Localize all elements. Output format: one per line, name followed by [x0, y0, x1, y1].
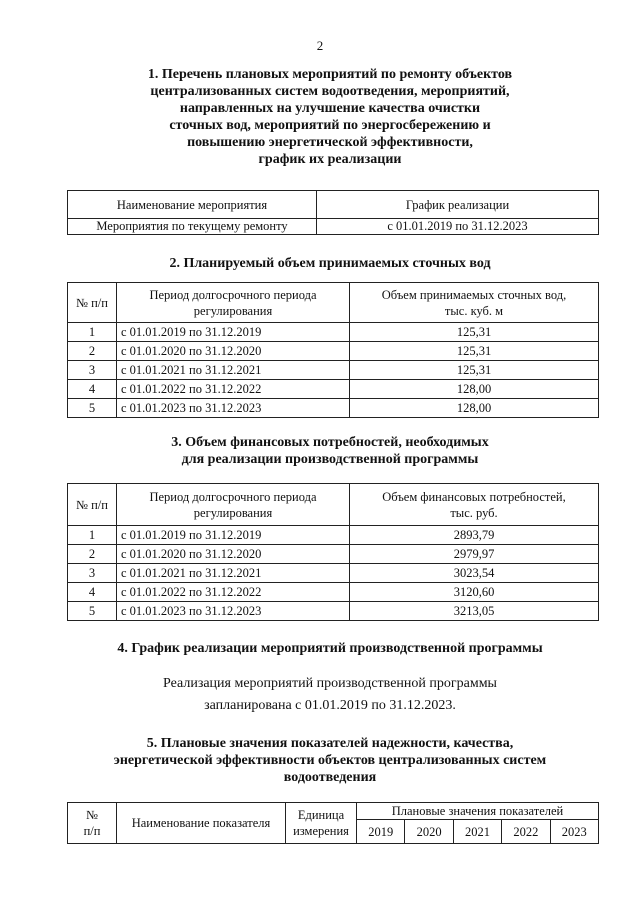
- row-period: с 01.01.2020 по 31.12.2020: [117, 545, 350, 564]
- header-year: 2020: [405, 820, 453, 844]
- row-value: 2893,79: [350, 526, 599, 545]
- header-year: 2023: [550, 820, 599, 844]
- row-period: с 01.01.2022 по 31.12.2022: [117, 380, 350, 399]
- row-value: 128,00: [350, 399, 599, 418]
- row-period: с 01.01.2019 по 31.12.2019: [117, 323, 350, 342]
- section3-title: [60, 434, 600, 468]
- row-num: 5: [68, 602, 117, 621]
- section5-title: [60, 735, 600, 786]
- section1-title-line: централизованных систем водоотведения, мероприятий,: [150, 84, 510, 99]
- table-row: [68, 545, 599, 564]
- row-period: с 01.01.2020 по 31.12.2020: [117, 342, 350, 361]
- section1-title-line: сточных вод, мероприятий по энергосбережению и: [169, 118, 491, 133]
- indicators-table: [67, 802, 599, 844]
- header-period-line: регулирования: [193, 505, 273, 520]
- table-row: [68, 526, 599, 545]
- header-activity: Наименование мероприятия: [68, 191, 317, 219]
- section4-text-line: Реализация мероприятий производственной программы: [163, 676, 497, 691]
- wastewater-volume-table: [67, 282, 599, 418]
- header-period-line: Период долгосрочного периода: [149, 287, 317, 302]
- row-num: 1: [68, 323, 117, 342]
- section1-title-line: направленных на улучшение качества очистки: [179, 101, 481, 116]
- row-value: 125,31: [350, 323, 599, 342]
- table-header-row: [68, 803, 599, 820]
- section1-title-line: повышению энергетической эффективности,: [187, 135, 473, 150]
- header-financial-line: тыс. руб.: [450, 505, 498, 520]
- row-value: 3120,60: [350, 583, 599, 602]
- section2-title-line: 2. Планируемый объем принимаемых сточных вод: [169, 256, 491, 271]
- row-num: 2: [68, 342, 117, 361]
- header-planned-values: Плановые значения показателей: [357, 803, 599, 820]
- table-row: [68, 342, 599, 361]
- header-num: [68, 803, 117, 844]
- table-header-row: [68, 191, 599, 219]
- header-year: 2021: [453, 820, 501, 844]
- table-row: [68, 399, 599, 418]
- row-value: 3213,05: [350, 602, 599, 621]
- header-volume-line: Объем принимаемых сточных вод,: [381, 287, 567, 302]
- header-year: 2019: [357, 820, 405, 844]
- header-financial-line: Объем финансовых потребностей,: [382, 489, 566, 504]
- header-year: 2022: [502, 820, 550, 844]
- row-num: 4: [68, 380, 117, 399]
- section5-title-line: водоотведения: [283, 770, 377, 785]
- header-period-line: регулирования: [193, 303, 273, 318]
- row-period: с 01.01.2023 по 31.12.2023: [117, 602, 350, 621]
- row-value: 3023,54: [350, 564, 599, 583]
- section3-title-line: для реализации производственной программы: [181, 452, 479, 467]
- section5-title-line: энергетической эффективности объектов централизованных систем: [113, 753, 547, 768]
- header-period: [117, 283, 350, 323]
- section4-text-line: запланирована с 01.01.2019 по 31.12.2023.: [204, 698, 456, 713]
- header-period: [117, 484, 350, 526]
- row-value: 2979,97: [350, 545, 599, 564]
- row-num: 4: [68, 583, 117, 602]
- header-period-line: Период долгосрочного периода: [149, 489, 317, 504]
- section1-title-line: 1. Перечень плановых мероприятий по ремонту объектов: [147, 67, 513, 82]
- row-period: с 01.01.2019 по 31.12.2019: [117, 526, 350, 545]
- header-unit-line: Единица: [297, 808, 345, 822]
- table-row: [68, 583, 599, 602]
- table-row: [68, 323, 599, 342]
- table-header-row: [68, 283, 599, 323]
- section4-text: [60, 673, 600, 717]
- activity-cell: Мероприятия по текущему ремонту: [68, 219, 317, 235]
- header-financial: [350, 484, 599, 526]
- row-period: с 01.01.2022 по 31.12.2022: [117, 583, 350, 602]
- financial-needs-table: [67, 483, 599, 621]
- header-num-line: №: [86, 808, 98, 822]
- row-value: 128,00: [350, 380, 599, 399]
- table-row: [68, 564, 599, 583]
- section4-title: [60, 640, 600, 657]
- schedule-cell: с 01.01.2019 по 31.12.2023: [317, 219, 599, 235]
- row-value: 125,31: [350, 361, 599, 380]
- header-unit-line: измерения: [293, 824, 349, 838]
- table-row: [68, 602, 599, 621]
- row-num: 3: [68, 564, 117, 583]
- section4-title-line: 4. График реализации мероприятий производственной программы: [117, 641, 543, 656]
- header-volume-line: тыс. куб. м: [444, 303, 504, 318]
- section1-title: [60, 66, 600, 168]
- table-row: [68, 380, 599, 399]
- table-row: [68, 219, 599, 235]
- row-num: 2: [68, 545, 117, 564]
- header-num: № п/п: [68, 484, 117, 526]
- row-period: с 01.01.2021 по 31.12.2021: [117, 361, 350, 380]
- repair-plan-table: [67, 190, 599, 235]
- section5-title-line: 5. Плановые значения показателей надежности, качества,: [146, 736, 514, 751]
- section3-title-line: 3. Объем финансовых потребностей, необходимых: [171, 435, 489, 450]
- table-row: [68, 361, 599, 380]
- row-period: с 01.01.2023 по 31.12.2023: [117, 399, 350, 418]
- page-number: 2: [316, 38, 324, 53]
- row-period: с 01.01.2021 по 31.12.2021: [117, 564, 350, 583]
- header-num-line: п/п: [83, 824, 101, 838]
- row-num: 5: [68, 399, 117, 418]
- header-num: № п/п: [68, 283, 117, 323]
- header-indicator-name: Наименование показателя: [117, 803, 286, 844]
- row-num: 1: [68, 526, 117, 545]
- header-volume: [350, 283, 599, 323]
- row-num: 3: [68, 361, 117, 380]
- header-schedule: График реализации: [317, 191, 599, 219]
- section2-title: [60, 255, 600, 272]
- row-value: 125,31: [350, 342, 599, 361]
- section1-title-line: график их реализации: [258, 152, 402, 167]
- table-header-row: [68, 484, 599, 526]
- header-unit: [286, 803, 357, 844]
